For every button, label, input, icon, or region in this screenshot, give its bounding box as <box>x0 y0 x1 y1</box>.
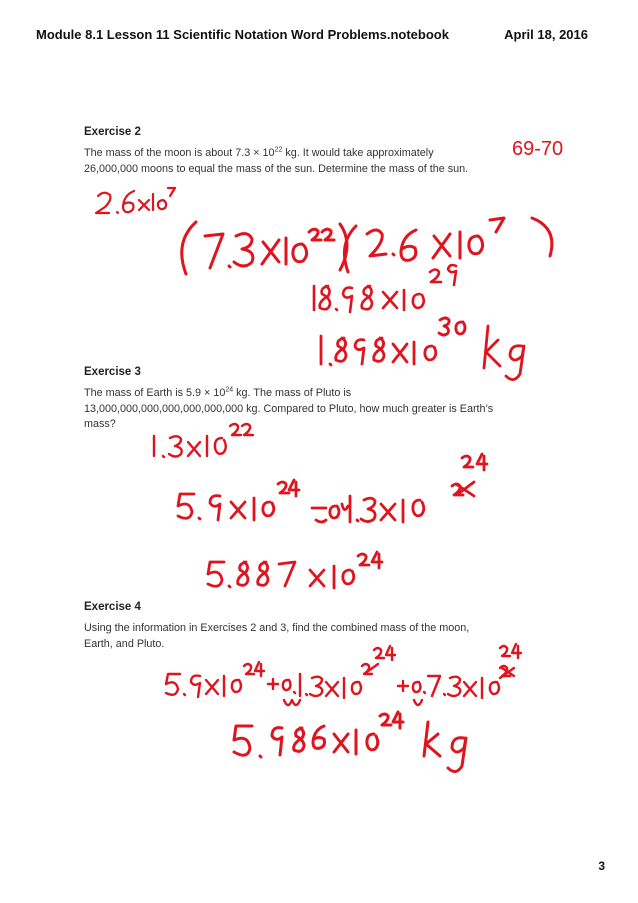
ex3-line2-handwriting <box>208 552 382 588</box>
ex3-note-handwriting <box>154 424 253 457</box>
ex2-note-handwriting <box>96 188 175 213</box>
exercise-4-title: Exercise 4 <box>84 601 141 613</box>
ex4-line2-handwriting <box>234 712 466 772</box>
pages-tag: 69-70 <box>512 138 564 160</box>
notebook-date: April 18, 2016 <box>504 27 588 42</box>
exercise-4-line-1: Using the information in Exercises 2 and 3, find the combined mass of the moon, <box>84 622 470 634</box>
exercise-2-title: Exercise 2 <box>84 126 141 138</box>
exercise-2-line-2: 26,000,000 moons to equal the mass of the sun. Determine the mass of the sun. <box>84 162 469 175</box>
ex4-line1-handwriting <box>166 644 521 705</box>
ex2-line1-handwriting <box>182 218 552 274</box>
exercise-3-line-3: mass? <box>84 418 116 430</box>
ex2-line2-handwriting <box>314 265 456 312</box>
exercise-2-line-1: The mass of the moon is about $7.3 \times 10^{22}$ kg. It would take approximately <box>84 146 434 159</box>
exercise-3-line-1: The mass of Earth is $5.9 \times 10^{24}$ kg. The mass of Pluto is <box>84 386 352 399</box>
page-number: 3 <box>598 859 605 873</box>
ex2-line3-handwriting <box>321 318 524 380</box>
ex3-line1-handwriting <box>178 454 487 522</box>
notebook-title: Module 8.1 Lesson 11 Scientific Notation Word Problems.notebook <box>36 27 449 42</box>
exercise-3-title: Exercise 3 <box>84 366 141 378</box>
exercise-4-line-2: Earth, and Pluto. <box>84 637 165 650</box>
exercise-3-line-2: 13,000,000,000,000,000,000,000 kg. Compared to Pluto, how much greater is Earth’s <box>84 402 494 415</box>
